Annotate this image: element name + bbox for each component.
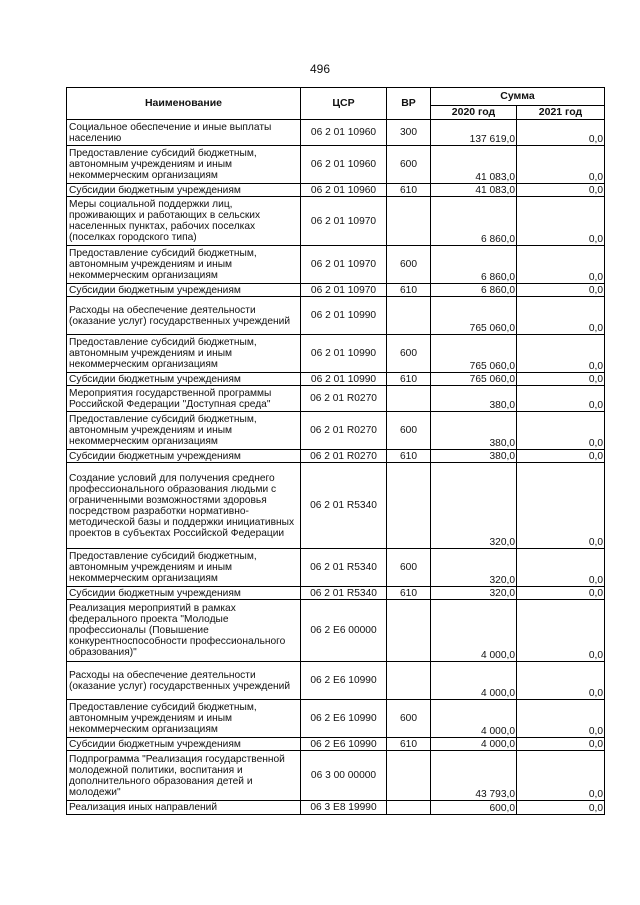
row-sum-2020: 765 060,0 [431,297,517,335]
header-year-2020: 2020 год [431,106,517,120]
row-name: Расходы на обеспечение деятельности (оказание услуг) государственных учреждений [67,662,301,700]
table-row [67,412,605,450]
row-name: Мероприятия государственной программы Российской Федерации "Доступная среда" [67,386,301,412]
row-name: Субсидии бюджетным учреждениям [67,587,301,600]
row-sum-2021: 0,0 [517,600,605,662]
row-csr: 06 2 01 10970 [301,197,387,246]
row-csr: 06 2 01 10990 [301,335,387,373]
row-sum-2020: 320,0 [431,587,517,600]
row-name: Предоставление субсидий бюджетным, автономным учреждениям и иным некоммерческим организациям [67,246,301,284]
row-csr: 06 3 00 00000 [301,751,387,801]
row-csr: 06 2 01 10960 [301,184,387,197]
row-sum-2020: 765 060,0 [431,335,517,373]
row-sum-2020: 4 000,0 [431,738,517,751]
row-sum-2020: 4 000,0 [431,600,517,662]
header-name: Наименование [67,88,301,120]
row-name: Предоставление субсидий бюджетным, автономным учреждениям и иным некоммерческим организациям [67,412,301,450]
table-row [67,120,605,146]
row-name: Подпрограмма "Реализация государственной молодежной политики, воспитания и дополнительного образования детей и молодежи" [67,751,301,801]
row-sum-2021: 0,0 [517,335,605,373]
row-vr: 600 [387,700,431,738]
row-sum-2020: 380,0 [431,386,517,412]
row-vr: 610 [387,450,431,463]
row-sum-2021: 0,0 [517,373,605,386]
header-sum: Сумма [431,88,605,106]
table-row [67,297,605,335]
row-sum-2021: 0,0 [517,738,605,751]
row-sum-2021: 0,0 [517,801,605,815]
table-body [67,120,605,815]
row-sum-2021: 0,0 [517,549,605,587]
table-row [67,450,605,463]
row-sum-2020: 6 860,0 [431,197,517,246]
row-vr: 600 [387,335,431,373]
row-vr [387,751,431,801]
row-csr: 06 2 01 10970 [301,284,387,297]
row-sum-2021: 0,0 [517,587,605,600]
row-sum-2020: 137 619,0 [431,120,517,146]
row-vr: 600 [387,412,431,450]
row-name: Предоставление субсидий бюджетным, автономным учреждениям и иным некоммерческим организациям [67,335,301,373]
row-name: Расходы на обеспечение деятельности (оказание услуг) государственных учреждений [67,297,301,335]
row-vr: 610 [387,284,431,297]
row-sum-2020: 320,0 [431,549,517,587]
row-sum-2021: 0,0 [517,120,605,146]
row-name: Предоставление субсидий бюджетным, автономным учреждениям и иным некоммерческим организациям [67,700,301,738]
row-name: Реализация иных направлений [67,801,301,815]
table-row [67,284,605,297]
row-sum-2021: 0,0 [517,463,605,549]
row-vr: 300 [387,120,431,146]
row-sum-2021: 0,0 [517,284,605,297]
row-name: Субсидии бюджетным учреждениям [67,284,301,297]
row-csr: 06 2 01 10990 [301,373,387,386]
row-sum-2020: 6 860,0 [431,284,517,297]
row-csr: 06 2 E6 10990 [301,700,387,738]
row-sum-2021: 0,0 [517,246,605,284]
row-sum-2021: 0,0 [517,297,605,335]
table-row [67,751,605,801]
header-csr: ЦСР [301,88,387,120]
row-sum-2020: 43 793,0 [431,751,517,801]
row-name: Субсидии бюджетным учреждениям [67,184,301,197]
table-row [67,549,605,587]
table-row [67,146,605,184]
row-csr: 06 2 E6 10990 [301,662,387,700]
table-row [67,662,605,700]
row-vr: 600 [387,146,431,184]
row-name: Реализация мероприятий в рамках федерального проекта "Молодые профессионалы (Повышение конкурентноспособности профессионального образования)" [67,600,301,662]
table-row [67,335,605,373]
row-name: Субсидии бюджетным учреждениям [67,450,301,463]
row-vr: 610 [387,587,431,600]
row-sum-2020: 4 000,0 [431,700,517,738]
row-sum-2020: 4 000,0 [431,662,517,700]
row-sum-2020: 6 860,0 [431,246,517,284]
row-vr [387,662,431,700]
row-sum-2021: 0,0 [517,700,605,738]
row-sum-2020: 380,0 [431,412,517,450]
row-sum-2021: 0,0 [517,412,605,450]
row-csr: 06 2 01 R0270 [301,412,387,450]
row-sum-2020: 600,0 [431,801,517,815]
row-sum-2020: 765 060,0 [431,373,517,386]
row-csr: 06 2 01 R0270 [301,450,387,463]
table-row [67,184,605,197]
row-name: Социальное обеспечение и иные выплаты населению [67,120,301,146]
table-row [67,801,605,815]
row-name: Предоставление субсидий бюджетным, автономным учреждениям и иным некоммерческим организациям [67,146,301,184]
row-vr: 610 [387,184,431,197]
table-row [67,386,605,412]
row-sum-2021: 0,0 [517,197,605,246]
table-row [67,700,605,738]
row-sum-2021: 0,0 [517,450,605,463]
table-row [67,738,605,751]
row-vr: 610 [387,373,431,386]
header-year-2021: 2021 год [517,106,605,120]
row-csr: 06 2 E6 00000 [301,600,387,662]
row-sum-2020: 41 083,0 [431,146,517,184]
row-csr: 06 2 01 10990 [301,297,387,335]
row-sum-2020: 320,0 [431,463,517,549]
row-csr: 06 2 01 R5340 [301,463,387,549]
row-vr: 610 [387,738,431,751]
row-sum-2021: 0,0 [517,751,605,801]
row-csr: 06 3 E8 19990 [301,801,387,815]
row-name: Создание условий для получения среднего профессионального образования людьми с ограниченными возможностями здоровья посредством разработки нормативно-методической базы и поддержки инициативных проектов в субъектах Российской Федерации [67,463,301,549]
row-vr [387,463,431,549]
table-row [67,463,605,549]
table-row [67,246,605,284]
row-csr: 06 2 E6 10990 [301,738,387,751]
row-sum-2021: 0,0 [517,146,605,184]
row-name: Субсидии бюджетным учреждениям [67,373,301,386]
table-row [67,600,605,662]
row-sum-2021: 0,0 [517,386,605,412]
table-row [67,373,605,386]
table-row [67,197,605,246]
row-sum-2020: 380,0 [431,450,517,463]
row-name: Предоставление субсидий бюджетным, автономным учреждениям и иным некоммерческим организациям [67,549,301,587]
header-vr: ВР [387,88,431,120]
table-row [67,587,605,600]
row-vr [387,600,431,662]
row-vr [387,197,431,246]
row-vr [387,297,431,335]
row-csr: 06 2 01 R5340 [301,587,387,600]
row-name: Субсидии бюджетным учреждениям [67,738,301,751]
page-number: 496 [309,62,331,76]
budget-table [66,87,605,815]
row-csr: 06 2 01 R0270 [301,386,387,412]
row-csr: 06 2 01 R5340 [301,549,387,587]
row-vr [387,386,431,412]
row-name: Меры социальной поддержки лиц, проживающих и работающих в сельских населенных пунктах, рабочих поселках (поселках городского типа) [67,197,301,246]
row-vr [387,801,431,815]
row-csr: 06 2 01 10970 [301,246,387,284]
row-sum-2020: 41 083,0 [431,184,517,197]
row-vr: 600 [387,246,431,284]
row-sum-2021: 0,0 [517,184,605,197]
row-csr: 06 2 01 10960 [301,146,387,184]
row-csr: 06 2 01 10960 [301,120,387,146]
row-sum-2021: 0,0 [517,662,605,700]
row-vr: 600 [387,549,431,587]
